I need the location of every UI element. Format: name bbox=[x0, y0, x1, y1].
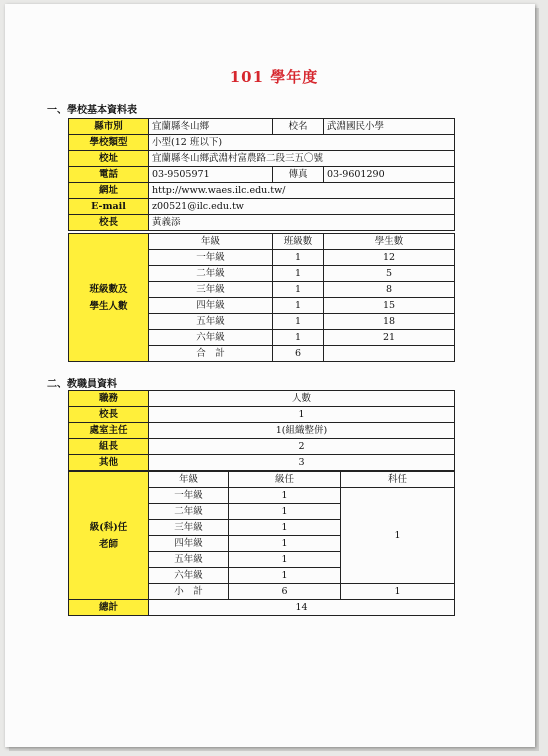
grand-total-value: 14 bbox=[149, 600, 455, 616]
class-count-cell: 1 bbox=[273, 250, 324, 266]
subtotal-label: 小 計 bbox=[149, 584, 229, 600]
grade-cell: 三年級 bbox=[149, 282, 273, 298]
student-count-cell: 8 bbox=[324, 282, 455, 298]
table-row bbox=[69, 135, 455, 151]
class-count-column-header: 班級數 bbox=[273, 234, 324, 250]
homeroom-count-cell: 1 bbox=[229, 552, 341, 568]
school-name-label: 校名 bbox=[273, 119, 324, 135]
total-label: 合 計 bbox=[149, 346, 273, 362]
school-info-table bbox=[68, 118, 455, 231]
website-label: 網址 bbox=[69, 183, 149, 199]
fax-label: 傳真 bbox=[273, 167, 324, 183]
phone-label: 電話 bbox=[69, 167, 149, 183]
class-count-cell: 1 bbox=[273, 282, 324, 298]
table-row bbox=[69, 407, 455, 423]
table-row bbox=[69, 439, 455, 455]
homeroom-count-cell: 1 bbox=[229, 488, 341, 504]
homeroom-count-cell: 1 bbox=[229, 520, 341, 536]
subtotal-homeroom: 6 bbox=[229, 584, 341, 600]
principal-label: 校長 bbox=[69, 215, 149, 231]
table-row bbox=[69, 234, 455, 250]
fax-value: 03-9601290 bbox=[324, 167, 455, 183]
grade-cell: 六年級 bbox=[149, 568, 229, 584]
director-label: 處室主任 bbox=[69, 423, 149, 439]
principal-value: 黃義添 bbox=[149, 215, 455, 231]
grade-cell: 六年級 bbox=[149, 330, 273, 346]
grade-cell: 三年級 bbox=[149, 520, 229, 536]
student-count-cell: 18 bbox=[324, 314, 455, 330]
staff-table bbox=[68, 390, 455, 471]
student-count-column-header: 學生數 bbox=[324, 234, 455, 250]
school-type-label: 學校類型 bbox=[69, 135, 149, 151]
grade-cell: 二年級 bbox=[149, 266, 273, 282]
grade-column-header: 年級 bbox=[149, 234, 273, 250]
table-row bbox=[69, 455, 455, 471]
director-count: 1(組織整併) bbox=[149, 423, 455, 439]
section-chief-label: 組長 bbox=[69, 439, 149, 455]
subtotal-subject: 1 bbox=[341, 584, 455, 600]
homeroom-column-header: 級任 bbox=[229, 472, 341, 488]
classes-label-line1: 班級數及 bbox=[89, 283, 128, 295]
grade-cell: 五年級 bbox=[149, 552, 229, 568]
table-row bbox=[69, 600, 455, 616]
homeroom-count-cell: 1 bbox=[229, 536, 341, 552]
table-row bbox=[69, 472, 455, 488]
staff-principal-count: 1 bbox=[149, 407, 455, 423]
student-count-cell: 15 bbox=[324, 298, 455, 314]
phone-value: 03-9505971 bbox=[149, 167, 273, 183]
teacher-label bbox=[69, 472, 149, 600]
other-staff-label: 其他 bbox=[69, 455, 149, 471]
table-row bbox=[69, 167, 455, 183]
grade-column-header: 年級 bbox=[149, 472, 229, 488]
address-label: 校址 bbox=[69, 151, 149, 167]
count-column-header: 人數 bbox=[149, 391, 455, 407]
student-count-cell: 5 bbox=[324, 266, 455, 282]
school-type-value: 小型(12 班以下) bbox=[149, 135, 455, 151]
class-count-cell: 1 bbox=[273, 330, 324, 346]
student-count-cell: 12 bbox=[324, 250, 455, 266]
table-row bbox=[69, 199, 455, 215]
teacher-label-line1: 級(科)任 bbox=[89, 521, 128, 533]
classes-label-line2: 學生人數 bbox=[89, 300, 128, 312]
section-heading-staff: 二、教職員資料 bbox=[47, 379, 117, 390]
grand-total-label: 總計 bbox=[69, 600, 149, 616]
grade-cell: 一年級 bbox=[149, 488, 229, 504]
homeroom-count-cell: 1 bbox=[229, 568, 341, 584]
subject-teacher-count: 1 bbox=[341, 488, 455, 584]
classes-students-label bbox=[69, 234, 149, 362]
staff-principal-label: 校長 bbox=[69, 407, 149, 423]
grade-cell: 四年級 bbox=[149, 298, 273, 314]
section-heading-school-info: 一、學校基本資料表 bbox=[47, 105, 137, 116]
other-staff-count: 3 bbox=[149, 455, 455, 471]
grade-cell: 一年級 bbox=[149, 250, 273, 266]
website-value: http://www.waes.ilc.edu.tw/ bbox=[149, 183, 455, 199]
table-row bbox=[69, 423, 455, 439]
student-count-cell: 21 bbox=[324, 330, 455, 346]
table-row bbox=[69, 119, 455, 135]
total-student-count bbox=[324, 346, 455, 362]
email-label: E-mail bbox=[69, 199, 149, 215]
class-count-cell: 1 bbox=[273, 266, 324, 282]
total-class-count: 6 bbox=[273, 346, 324, 362]
county-label: 縣市別 bbox=[69, 119, 149, 135]
teacher-label-line2: 老師 bbox=[98, 538, 118, 550]
document-title: 101 學年度 bbox=[229, 68, 319, 86]
email-value: z00521@ilc.edu.tw bbox=[149, 199, 455, 215]
grade-cell: 四年級 bbox=[149, 536, 229, 552]
role-column-header: 職務 bbox=[69, 391, 149, 407]
teacher-table bbox=[68, 471, 455, 616]
grade-cell: 二年級 bbox=[149, 504, 229, 520]
section-chief-count: 2 bbox=[149, 439, 455, 455]
class-count-cell: 1 bbox=[273, 298, 324, 314]
table-row bbox=[69, 391, 455, 407]
class-count-cell: 1 bbox=[273, 314, 324, 330]
table-row bbox=[69, 215, 455, 231]
address-value: 宜蘭縣冬山鄉武淵村富農路二段三五〇號 bbox=[149, 151, 455, 167]
class-student-table bbox=[68, 233, 455, 362]
county-value: 宜蘭縣冬山鄉 bbox=[149, 119, 273, 135]
school-name-value: 武淵國民小學 bbox=[324, 119, 455, 135]
table-row bbox=[69, 151, 455, 167]
grade-cell: 五年級 bbox=[149, 314, 273, 330]
subject-column-header: 科任 bbox=[341, 472, 455, 488]
homeroom-count-cell: 1 bbox=[229, 504, 341, 520]
table-row bbox=[69, 183, 455, 199]
